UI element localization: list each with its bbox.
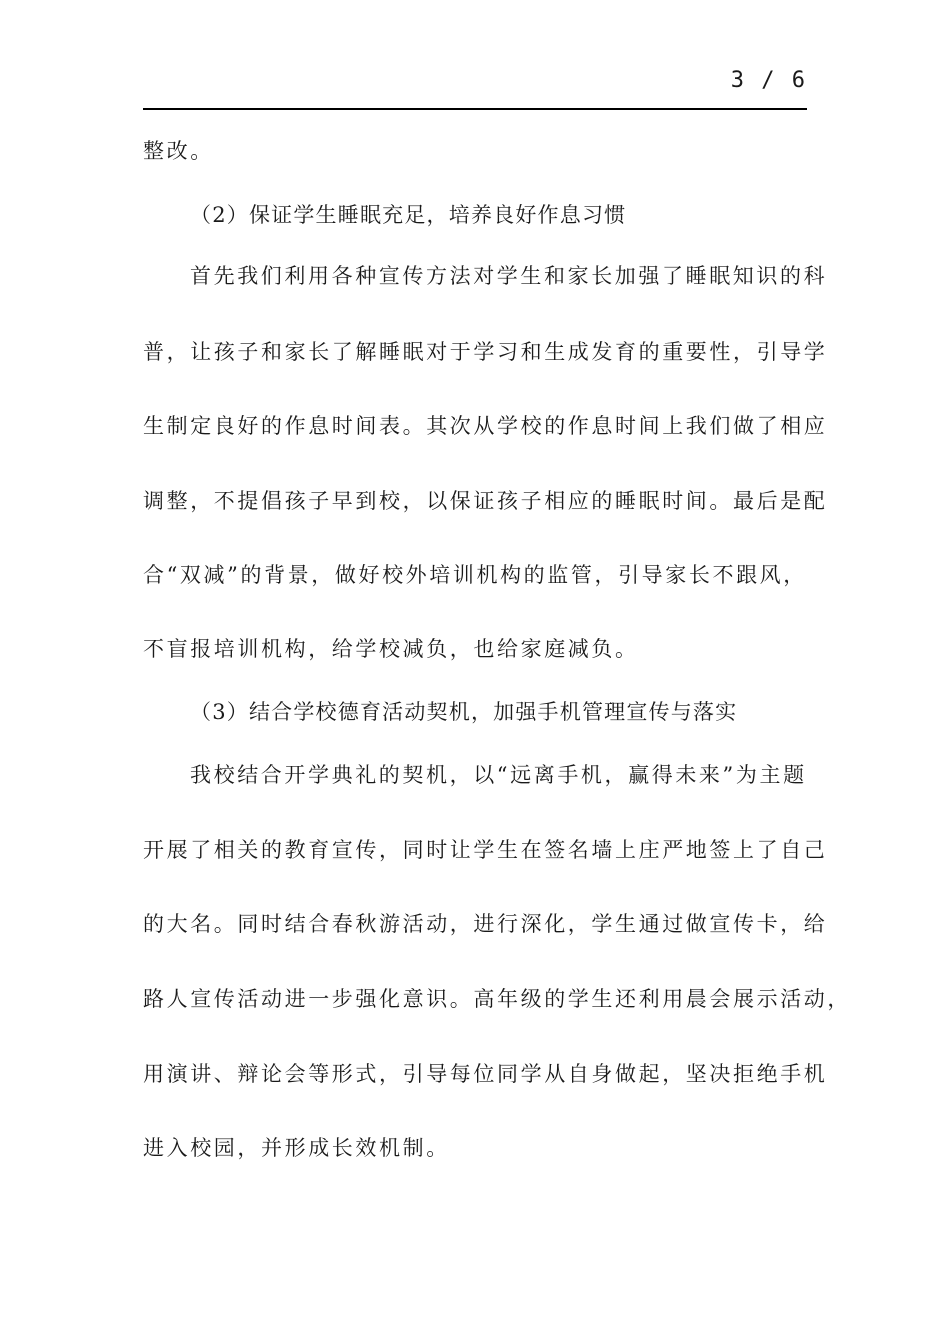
- paragraph-line: 进入校园，并形成长效机制。: [143, 1136, 450, 1160]
- paragraph-line: 整改。: [143, 139, 214, 163]
- page-number: 3 / 6: [730, 68, 807, 93]
- section-heading-3: （3）结合学校德育活动契机，加强手机管理宣传与落实: [190, 700, 738, 724]
- paragraph-line: 开展了相关的教育宣传，同时让学生在签名墙上庄严地签上了自己: [143, 838, 828, 862]
- paragraph-line: 首先我们利用各种宣传方法对学生和家长加强了睡眠知识的科: [190, 264, 828, 288]
- section-heading-2: （2）保证学生睡眠充足，培养良好作息习惯: [190, 203, 627, 227]
- paragraph-line: 的大名。同时结合春秋游活动，进行深化，学生通过做宣传卡，给: [143, 912, 828, 936]
- paragraph-line: 路人宣传活动进一步强化意识。高年级的学生还利用晨会展示活动，: [143, 987, 851, 1011]
- paragraph-line: 合“双减”的背景，做好校外培训机构的监管，引导家长不跟风，: [143, 563, 807, 587]
- header-rule: [143, 108, 807, 110]
- paragraph-line: 生制定良好的作息时间表。其次从学校的作息时间上我们做了相应: [143, 414, 828, 438]
- paragraph-line: 用演讲、辩论会等形式，引导每位同学从自身做起，坚决拒绝手机: [143, 1062, 828, 1086]
- paragraph-line: 我校结合开学典礼的契机，以“远离手机，赢得未来”为主题: [190, 763, 807, 787]
- paragraph-line: 普，让孩子和家长了解睡眠对于学习和生成发育的重要性，引导学: [143, 340, 828, 364]
- paragraph-line: 调整，不提倡孩子早到校，以保证孩子相应的睡眠时间。最后是配: [143, 489, 828, 513]
- paragraph-line: 不盲报培训机构，给学校减负，也给家庭减负。: [143, 637, 639, 661]
